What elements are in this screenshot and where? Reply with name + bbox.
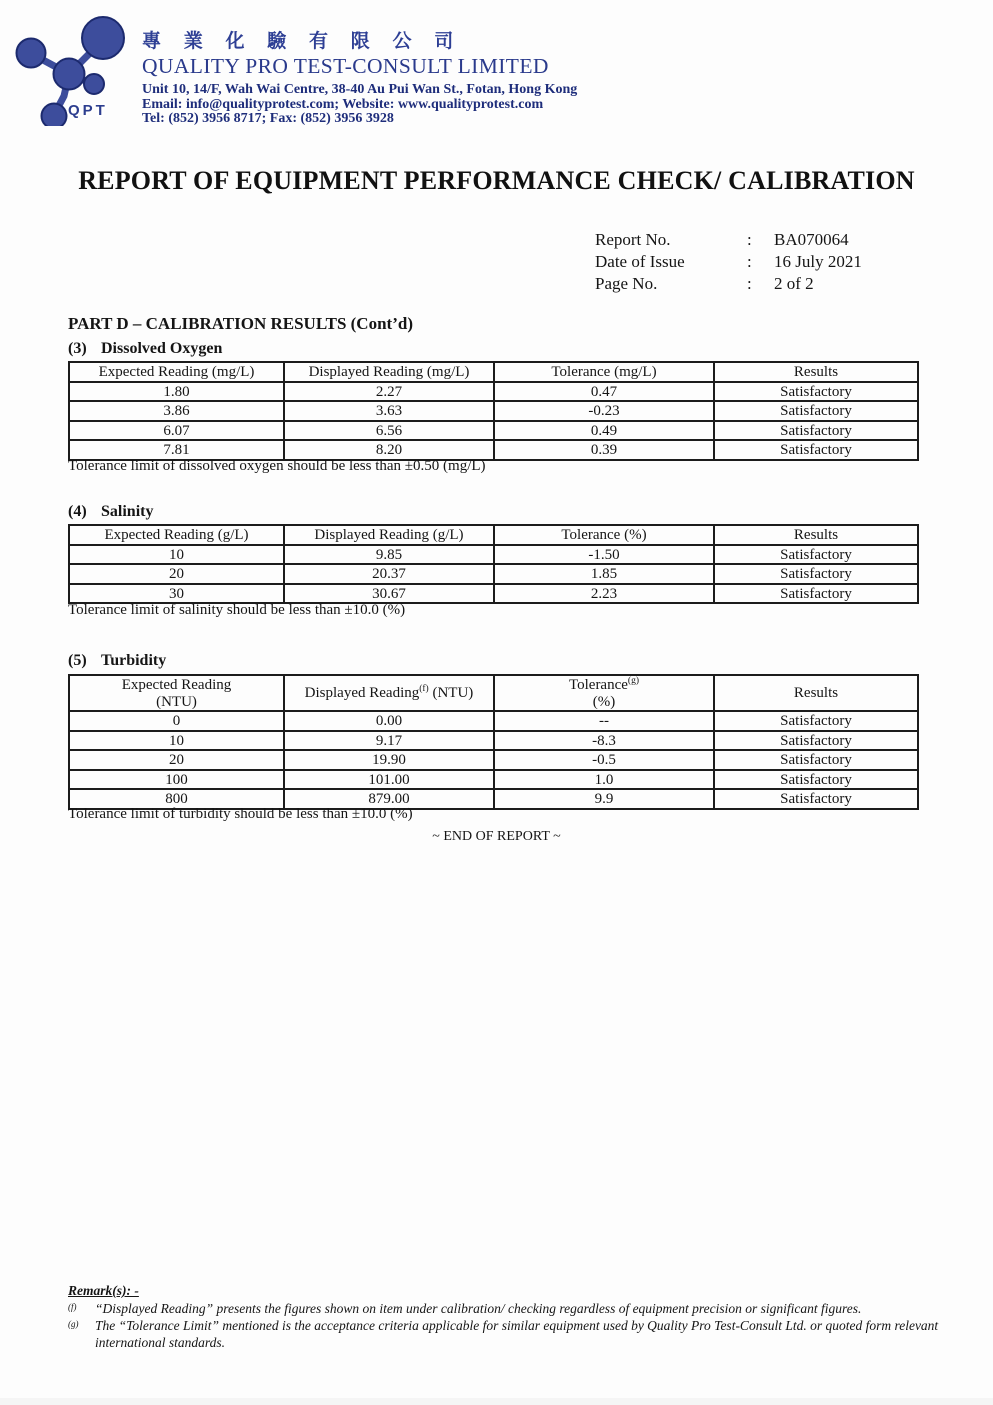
header-text: (NTU) [428,685,474,702]
turbidity-table [68,674,919,810]
table-cell: Satisfactory [714,711,918,731]
remark-item-g [68,1318,940,1352]
table-cell: 1.0 [494,770,714,790]
page-no-value: 2 of 2 [774,274,814,293]
table-cell: 800 [69,789,284,809]
table-row [69,440,918,460]
section-5-name: Turbidity [101,652,167,669]
company-name-chinese: 專 業 化 驗 有 限 公 司 [142,31,463,52]
table-cell: 3.86 [69,401,284,421]
table-row [69,711,918,731]
atom-circle-bottom [42,104,67,127]
letterhead-text [142,10,577,127]
atom-circle-left [17,39,46,68]
table-cell: 20.37 [284,564,494,584]
header-text: Results [793,685,839,702]
table-cell: 30 [69,584,284,604]
header-text: (NTU) [156,693,197,710]
table-cell: 20 [69,564,284,584]
table-cell: Satisfactory [714,750,918,770]
date-of-issue-label: Date of Issue [595,252,685,271]
table-cell: 20 [69,750,284,770]
table-row [69,382,918,402]
table-cell: 9.85 [284,545,494,565]
table-cell: 100 [69,770,284,790]
section-5-number: (5) [68,652,87,669]
table-header-row [69,525,918,545]
colon-separator: : [747,252,752,271]
table-cell: 7.81 [69,440,284,460]
table-cell: Satisfactory [714,584,918,604]
table-cell: 2.23 [494,584,714,604]
column-header: Expected Reading (mg/L) [69,362,284,382]
company-tel-fax: Tel: (852) 3956 8717; Fax: (852) 3956 3928 [142,111,394,127]
table-row [69,401,918,421]
report-info-block [595,229,862,295]
company-address-block [142,83,577,127]
table-row [69,421,918,441]
footnote-marker: (g) [627,676,639,686]
table-header-row [69,362,918,382]
atom-circle-center [54,59,85,90]
column-header [714,675,918,711]
column-header: Displayed Reading (g/L) [284,525,494,545]
table-cell: 0.49 [494,421,714,441]
table-cell: 6.07 [69,421,284,441]
section-4-name: Salinity [101,503,154,520]
section-3-number: (3) [68,340,87,357]
table-cell: 6.56 [284,421,494,441]
dissolved-oxygen-table [68,361,919,461]
section-4-number: (4) [68,503,87,520]
table-cell: -0.5 [494,750,714,770]
section-4-heading [68,503,153,521]
letterhead [8,10,577,127]
report-title: REPORT OF EQUIPMENT PERFORMANCE CHECK/ CALIBRATION [78,166,915,195]
table-cell: -- [494,711,714,731]
column-header: Tolerance (mg/L) [494,362,714,382]
table-row [69,564,918,584]
table-cell: 10 [69,731,284,751]
table-cell: 8.20 [284,440,494,460]
table-cell: 0 [69,711,284,731]
report-no-row [595,229,862,251]
table-cell: 30.67 [284,584,494,604]
column-header: Displayed Reading (mg/L) [284,362,494,382]
page-no-label: Page No. [595,274,658,293]
table-cell: -0.23 [494,401,714,421]
company-name-english: QUALITY PRO TEST-CONSULT LIMITED [142,54,549,78]
header-text: (%) [592,693,616,710]
header-text: Displayed Reading [304,685,420,702]
colon-separator: : [747,230,752,249]
table-cell: 879.00 [284,789,494,809]
table-row [69,545,918,565]
header-text: Tolerance [569,677,628,693]
table-cell: 19.90 [284,750,494,770]
table-row [69,770,918,790]
report-no-value: BA070064 [774,230,849,249]
table-row [69,750,918,770]
table-cell: 1.80 [69,382,284,402]
column-header [69,675,284,711]
company-email-website: Email: info@qualityprotest.com; Website: www.qualityprotest.com [142,96,544,112]
section-3-name: Dissolved Oxygen [101,340,223,357]
table-cell: Satisfactory [714,789,918,809]
column-header: Expected Reading (g/L) [69,525,284,545]
end-of-report-text: ~ END OF REPORT ~ [432,829,561,844]
colon-separator: : [747,274,752,293]
remarks-block [68,1283,940,1352]
column-header [494,675,714,711]
table-cell: Satisfactory [714,401,918,421]
table-cell: Satisfactory [714,440,918,460]
logo-qpt-text: QPT [68,102,108,119]
atom-circle-small [84,74,104,94]
remark-item-f [68,1301,940,1318]
table-header-row [69,675,918,711]
column-header [284,675,494,711]
footnote-marker: (f) [419,684,429,695]
footnote-marker: (g) [68,1318,79,1329]
remark-text: “Displayed Reading” presents the figures shown on item under calibration/ checking regardless of equipment precision or significant figures. [95,1301,862,1316]
table-cell: Satisfactory [714,731,918,751]
table-cell: 3.63 [284,401,494,421]
table-cell: -1.50 [494,545,714,565]
table-cell: 10 [69,545,284,565]
page-no-row [595,273,862,295]
table-cell: 2.27 [284,382,494,402]
part-d-heading: PART D – CALIBRATION RESULTS (Cont’d) [68,314,413,333]
remark-text: The “Tolerance Limit” mentioned is the acceptance criteria applicable for similar equipment used by Quality Pro Test-Consult Ltd. or quoted form relevant international standards. [95,1317,939,1350]
table-row [69,731,918,751]
table-cell: Satisfactory [714,545,918,565]
report-no-label: Report No. [595,230,671,249]
table-cell: 0.47 [494,382,714,402]
header-text: Expected Reading [121,677,232,693]
column-header: Tolerance (%) [494,525,714,545]
footnote-marker: (f) [68,1302,77,1312]
table-cell: Satisfactory [714,564,918,584]
column-header: Results [714,525,918,545]
table-cell: Satisfactory [714,382,918,402]
table-cell: 1.85 [494,564,714,584]
section-3-heading [68,340,222,358]
atom-circle-large [82,17,124,59]
column-header: Results [714,362,918,382]
table-cell: 0.39 [494,440,714,460]
table-cell: 101.00 [284,770,494,790]
section-5-heading [68,652,166,670]
company-address: Unit 10, 14/F, Wah Wai Centre, 38-40 Au Pui Wan St., Fotan, Hong Kong [142,82,578,97]
remarks-heading: Remark(s): - [68,1283,139,1298]
scan-bottom-edge [0,1398,993,1405]
company-logo-molecule-icon [8,10,130,126]
salinity-tolerance-note: Tolerance limit of salinity should be less than ±10.0 (%) [68,602,406,618]
table-cell: Satisfactory [714,421,918,441]
date-of-issue-row [595,251,862,273]
table-cell: -8.3 [494,731,714,751]
date-of-issue-value: 16 July 2021 [774,252,862,271]
turbidity-tolerance-note: Tolerance limit of turbidity should be less than ±10.0 (%) [68,806,413,822]
dissolved-oxygen-tolerance-note: Tolerance limit of dissolved oxygen should be less than ±0.50 (mg/L) [68,458,486,474]
table-row [69,584,918,604]
table-cell: 9.9 [494,789,714,809]
table-cell: Satisfactory [714,770,918,790]
table-cell: 9.17 [284,731,494,751]
salinity-table [68,524,919,604]
table-cell: 0.00 [284,711,494,731]
